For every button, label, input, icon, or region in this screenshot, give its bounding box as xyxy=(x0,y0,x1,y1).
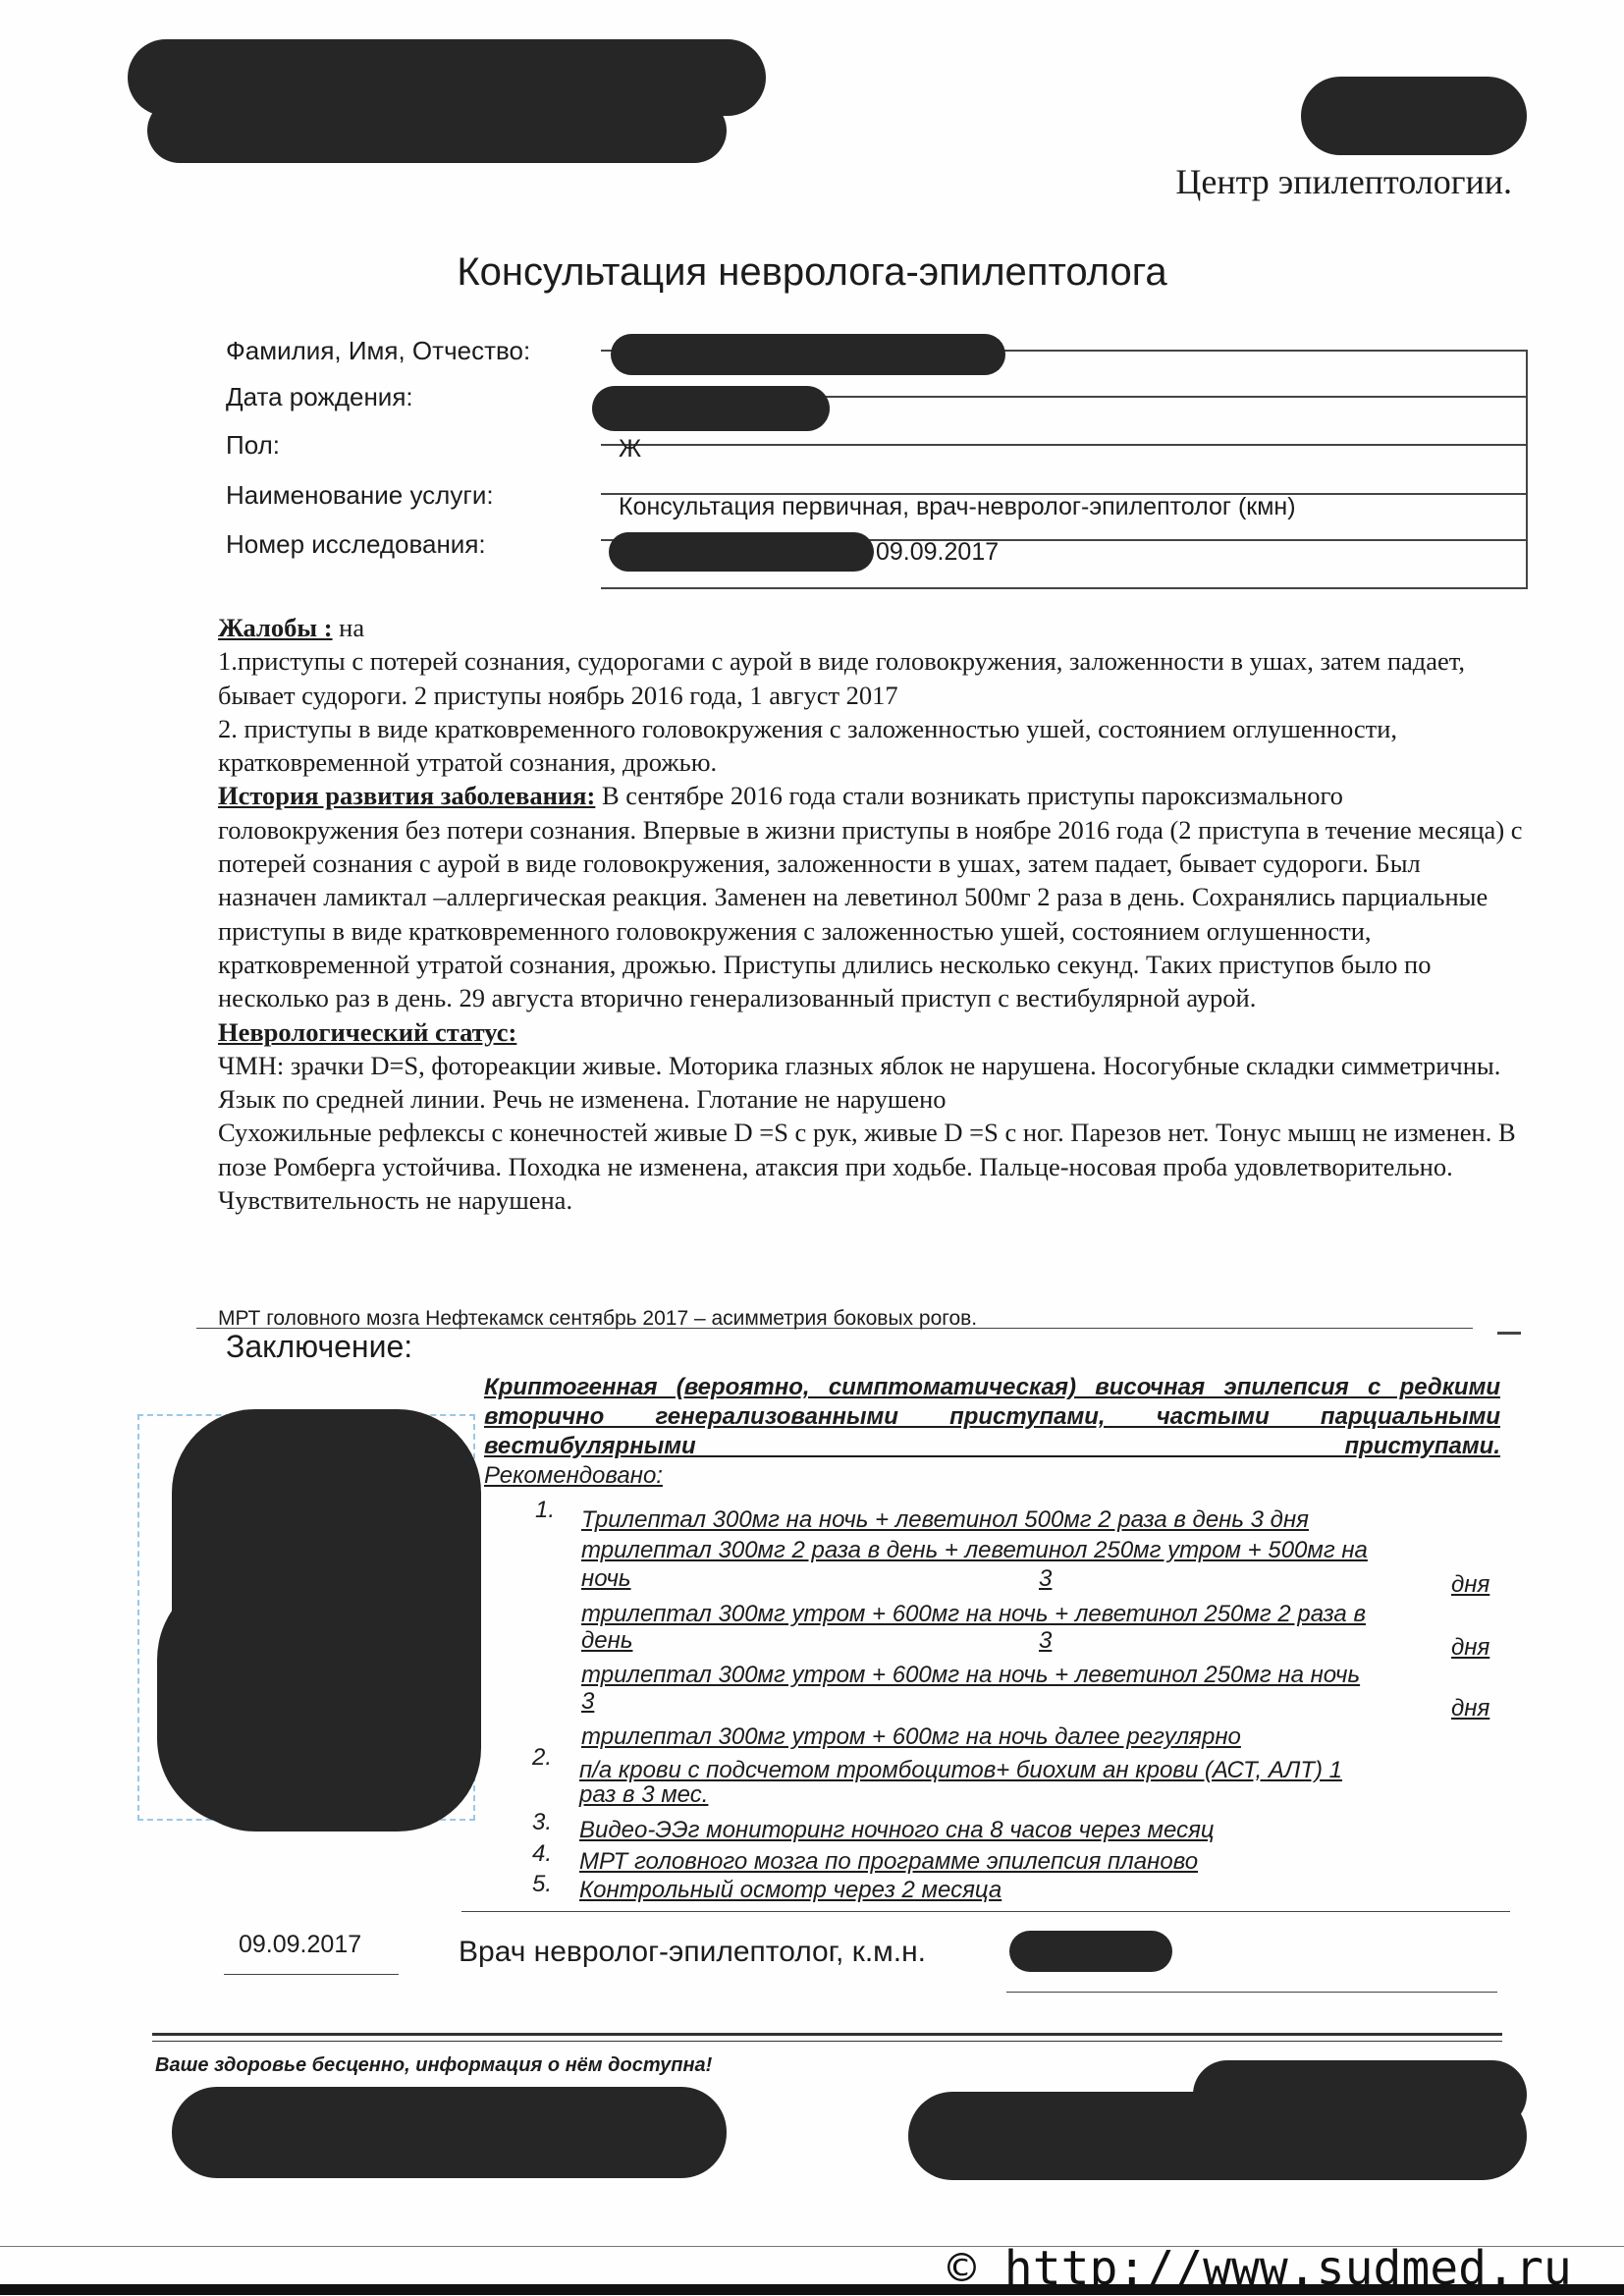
redacted-patient-name xyxy=(611,334,1005,375)
dob-label: Дата рождения: xyxy=(226,382,413,411)
rec-2-line-b: раз в 3 мес. xyxy=(579,1781,709,1808)
rec-3: Видео-ЭЭг мониторинг ночного сна 8 часов через месяц xyxy=(579,1817,1215,1843)
history-section xyxy=(218,779,1524,1014)
rec-1-line-h: трилептал 300мг утром + 600мг на ночь далее регулярно xyxy=(581,1723,1241,1750)
rec-number-5: 5. xyxy=(532,1871,553,1897)
consultation-body xyxy=(218,611,1524,1217)
doctor-title: Врач невролог-эпилептолог, к.м.н. xyxy=(459,1936,927,1968)
redacted-footer-address xyxy=(172,2087,727,2178)
redacted-clinic-logo xyxy=(1301,77,1527,155)
redacted-birth-date xyxy=(592,386,830,431)
rec-1-line-d: трилептал 300мг утром + 600мг на ночь + леветинол 250мг 2 раза в xyxy=(581,1601,1366,1627)
footer-slogan: Ваше здоровье бесценно, информация о нём доступна! xyxy=(155,2054,713,2076)
complaint-item-1: 1.приступы с потерей сознания, судорогами с аурой в виде головокружения, заложенности в ушах, затем падает, бывает судороги. 2 приступы ноябрь 2016 года, 1 август 2017 xyxy=(218,646,1465,710)
rec-1-line-a: Трилептал 300мг на ночь + леветинол 500мг 2 раза в день 3 дня xyxy=(581,1506,1309,1533)
history-heading: История развития заболевания: xyxy=(218,781,596,811)
complaints-heading: Жалобы : xyxy=(218,613,333,642)
rec-1-line-g-left: 3 xyxy=(581,1688,595,1715)
service-value: Консультация первичная, врач-невролог-эпилептолог (кмн) xyxy=(619,493,1296,520)
redacted-stamp-signature-lobe xyxy=(157,1571,344,1827)
rec-number-1: 1. xyxy=(535,1497,556,1523)
service-label: Наименование услуги: xyxy=(226,480,494,510)
recommended-label: Рекомендовано: xyxy=(484,1462,663,1489)
rec-2-line-a: п/а крови с подсчетом тромбоцитов+ биохим ан крови (АСТ, АЛТ) 1 xyxy=(579,1757,1343,1783)
rec-1-line-c-mid: 3 xyxy=(1039,1565,1053,1592)
redacted-doctor-name xyxy=(1009,1931,1172,1972)
study-date: 09.09.2017 xyxy=(876,538,1000,566)
complaints-heading-line xyxy=(218,611,1524,644)
redacted-footer-contacts-top xyxy=(1193,2060,1527,2129)
watermark: © http://www.sudmed.ru xyxy=(947,2241,1572,2296)
redacted-study-number xyxy=(609,532,874,572)
rec-number-3: 3. xyxy=(532,1809,553,1835)
neuro-status-para-1: ЧМН: зрачки D=S, фотореакции живые. Моторика глазных яблок не нарушена. Носогубные складки симметричны. Язык по средней линии. Речь не изменена. Глотание не нарушено xyxy=(218,1050,1501,1115)
diagnosis-text: Криптогенная (вероятно, симптоматическая) височная эпилепсия с редкими вторично генерализованными приступами, частыми парциальными вестибулярными приступами. xyxy=(484,1374,1500,1459)
complaints-lead: на xyxy=(332,613,365,642)
signature-date: 09.09.2017 xyxy=(239,1931,362,1958)
rec-1-line-e-right: дня xyxy=(1451,1634,1490,1661)
conclusion-label: Заключение: xyxy=(226,1329,413,1364)
rec-1-line-b: трилептал 300мг 2 раза в день + леветинол 250мг утром + 500мг на xyxy=(581,1537,1368,1563)
sex-value: Ж xyxy=(619,435,642,463)
rec-number-2: 2. xyxy=(532,1744,553,1771)
rec-1-line-g-right: дня xyxy=(1451,1695,1490,1722)
center-name: Центр эпилептологии. xyxy=(1175,162,1512,201)
rec-1-line-c-right: дня xyxy=(1451,1571,1490,1598)
rec-4: МРТ головного мозга по программе эпилепсия планово xyxy=(579,1848,1199,1875)
neuro-status-heading: Неврологический статус: xyxy=(218,1016,517,1047)
study-number-label: Номер исследования: xyxy=(226,529,486,559)
mri-note: МРТ головного мозга Нефтекамск сентябрь 2017 – асимметрия боковых рогов. xyxy=(218,1307,978,1330)
rec-1-line-f: трилептал 300мг утром + 600мг на ночь + леветинол 250мг на ночь xyxy=(581,1662,1361,1688)
rec-5: Контрольный осмотр через 2 месяца xyxy=(579,1877,1002,1903)
rec-1-line-c-left: ночь xyxy=(581,1565,631,1592)
rec-number-4: 4. xyxy=(532,1840,553,1867)
redacted-clinic-name-line2 xyxy=(147,98,727,163)
neuro-status-para-2: Сухожильные рефлексы с конечностей живые D =S с рук, живые D =S с ног. Парезов нет. Тонус мышц не изменен. В позе Ромберга устойчива. Походка не изменена, атаксия при ходьбе. Пальце-носовая проба удовлетворительно. Чувствительность не нарушена. xyxy=(218,1118,1516,1216)
rec-1-line-e-mid: 3 xyxy=(1039,1627,1053,1654)
rec-1-line-e-left: день xyxy=(581,1627,633,1654)
sex-label: Пол: xyxy=(226,430,280,460)
history-text: В сентябре 2016 года стали возникать приступы пароксизмального головокружения без потери сознания. Впервые в жизни приступы в ноябре 2016 года (2 приступа в течение месяца) с потерей сознания с аурой в виде головокружения, заложенности в ушах, затем падает, бывает судороги. Был назначен ламиктал –аллергическая реакция. Заменен на леветинол 500мг 2 раза в день. Сохранялись парциальные приступы в виде кратковременного головокружения с заложенностью ушей, состоянием оглушенности, кратковременной утратой сознания, дрожью. Приступы длились несколько секунд. Таких приступов было по несколько раз в день. 29 августа вторично генерализованный приступ с вестибулярной аурой. xyxy=(218,781,1523,1013)
document-title: Консультация невролога-эпилептолога xyxy=(457,250,1167,294)
complaint-item-2: 2. приступы в виде кратковременного головокружения с заложенностью ушей, состоянием оглушенности, кратковременной утратой сознания, дрожью. xyxy=(218,713,1398,778)
name-label: Фамилия, Имя, Отчество: xyxy=(226,336,531,365)
